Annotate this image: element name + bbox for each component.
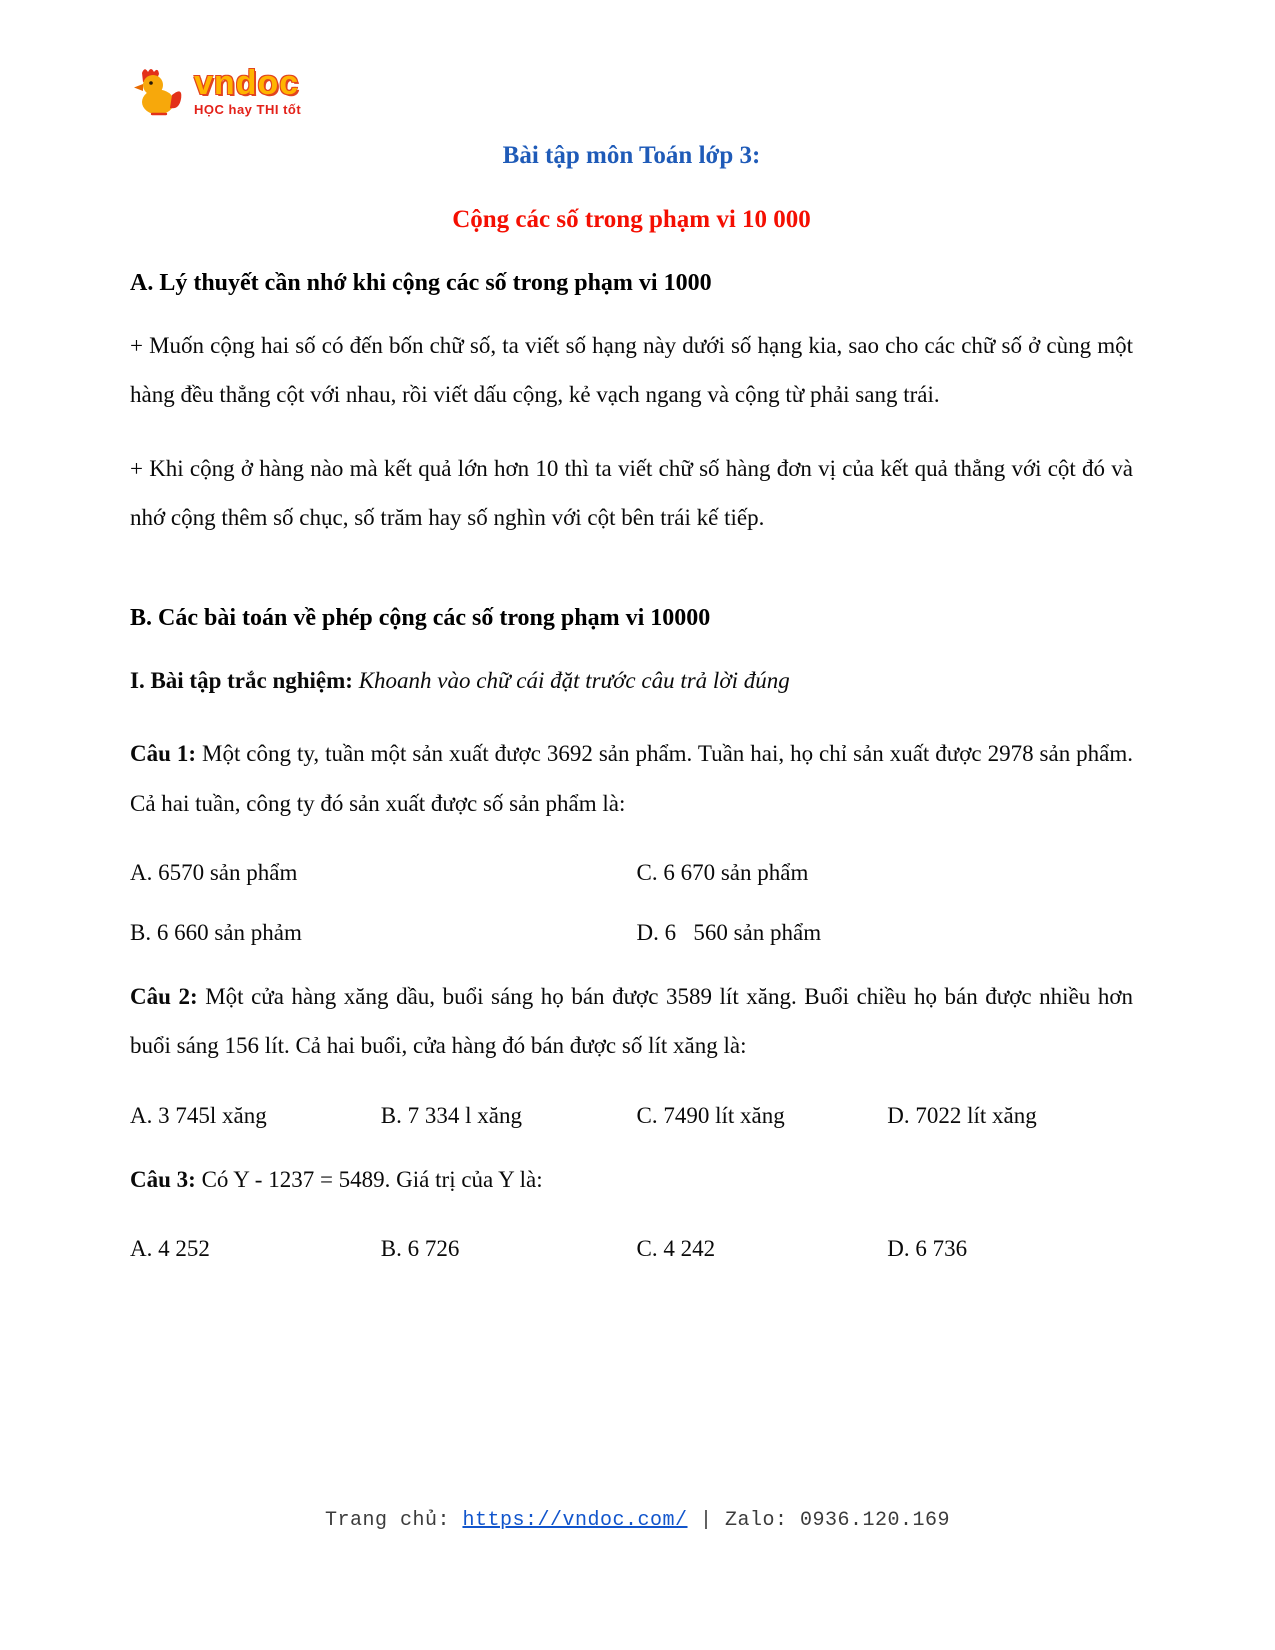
vndoc-rooster-icon [130,64,184,118]
answer-option-q3-c: C. 4 242 [636,1236,716,1262]
theory-point-2: + Khi cộng ở hàng nào mà kết quả lớn hơn 10 thì ta viết chữ số hàng đơn vị của kết quả thẳng với cột đó và nhớ cộng thêm số chục, số trăm hay số nghìn với cột bên trái kế tiếp. [130,455,1133,531]
question-2-options [130,1101,1133,1131]
question-3 [130,1155,1133,1204]
logo-text-block [194,66,301,116]
question-1 [130,729,1133,828]
answer-option-q3-b: B. 6 726 [380,1236,460,1262]
theory-point-1: + Muốn cộng hai số có đến bốn chữ số, ta viết số hạng này dưới số hạng kia, sao cho các chữ số ở cùng một hàng đều thẳng cột với nhau, rồi viết dấu cộng, kẻ vạch ngang và cộng từ phải sang trái. [130,333,1133,408]
answer-option-q1-b: B. 6 660 sản phảm [130,919,302,945]
answer-option-q1-c: C. 6 670 sản phẩm [636,860,809,886]
footer-home-label: Trang chủ: [324,1509,463,1532]
section-b-heading: B. Các bài toán về phép cộng các số trong phạm vi 10000 [130,604,711,631]
question-3-text: Có Y - 1237 = 5489. Giá trị của Y là: [201,1166,543,1192]
answer-option-q2-a: A. 3 745l xăng [130,1102,267,1128]
question-1-label: Câu 1: [130,741,197,767]
answer-option-q1-d: D. 6 560 sản phẩm [636,919,822,945]
question-1-text: Một công ty, tuần một sản xuất được 3692 sản phẩm. Tuần hai, họ chỉ sản xuất được 2978 sản phẩm. Cả hai tuần, công ty đó sản xuất được số sản phẩm là: [130,741,1134,816]
question-2 [130,972,1133,1071]
document-title: Bài tập môn Toán lớp 3: [502,142,761,169]
logo-tagline: HỌC hay THI tốt [194,102,302,117]
vndoc-logo [130,62,1133,120]
part-i-label: I. Bài tập trắc nghiệm: [130,667,353,693]
part-i-heading [130,656,1133,705]
question-1-options [130,858,1133,948]
footer-zalo-text: | Zalo: 0936.120.169 [687,1509,951,1532]
question-2-label: Câu 2: [130,983,198,1009]
footer-home-link[interactable]: https://vndoc.com/ [462,1509,688,1532]
question-2-text: Một cửa hàng xăng dầu, buổi sáng họ bán được 3589 lít xăng. Buổi chiều họ bán được nhiều hơn buổi sáng 156 lít. Cả hai buổi, cửa hàng đó bán được số lít xăng là: [130,983,1134,1059]
answer-option-q2-d: D. 7022 lít xăng [887,1102,1037,1128]
question-3-label: Câu 3: [130,1166,196,1192]
answer-option-q3-d: D. 6 736 [887,1236,968,1262]
answer-option-q1-a: A. 6570 sản phẩm [130,860,298,886]
answer-option-q3-a: A. 4 252 [130,1236,210,1262]
answer-option-q2-b: B. 7 334 l xăng [380,1102,522,1128]
document-subtitle: Cộng các số trong phạm vi 10 000 [452,206,811,233]
page-footer [0,1509,1275,1532]
question-3-options [130,1234,1133,1264]
part-i-instruction: Khoanh vào chữ cái đặt trước câu trả lời đúng [358,667,790,693]
answer-option-q2-c: C. 7490 lít xăng [636,1102,785,1128]
section-a-heading: A. Lý thuyết cần nhớ khi cộng các số trong phạm vi 1000 [130,270,712,296]
logo-brand-text: vndoc [194,64,300,102]
